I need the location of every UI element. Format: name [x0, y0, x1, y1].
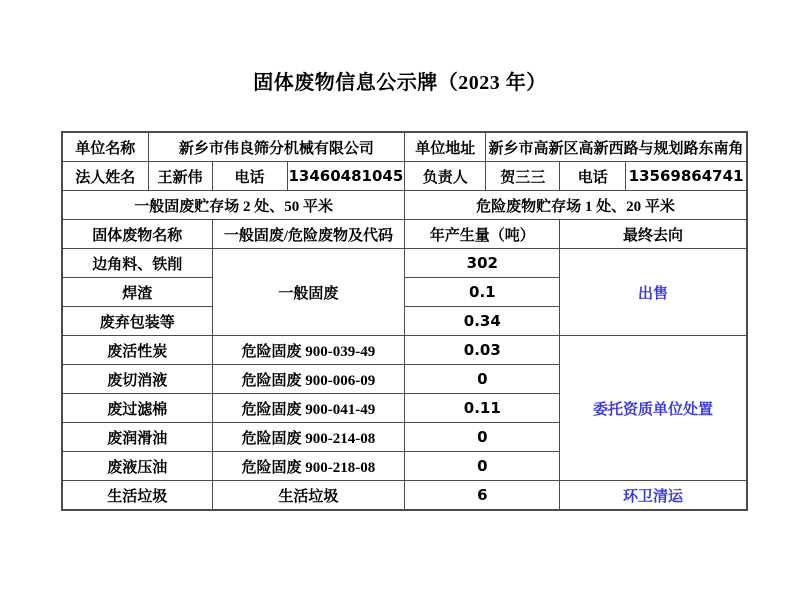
waste-amount-cell: 0.1	[405, 278, 560, 307]
waste-type-cell: 生活垃圾	[212, 481, 405, 511]
waste-name-cell: 废过滤棉	[62, 394, 212, 423]
waste-name-cell: 废活性炭	[62, 336, 212, 365]
waste-type-cell: 一般固废	[212, 249, 405, 336]
waste-amount-cell: 0	[405, 452, 560, 481]
unit-address-value: 新乡市高新区高新西路与规划路东南角	[486, 132, 747, 162]
waste-destination-cell: 委托资质单位处置	[560, 336, 747, 481]
hazard-storage-info: 危险废物贮存场 1 处、20 平米	[405, 191, 747, 220]
waste-name-cell: 生活垃圾	[62, 481, 212, 511]
legal-person-label: 法人姓名	[62, 162, 148, 191]
phone2-label: 电话	[560, 162, 626, 191]
waste-destination-cell: 环卫清运	[560, 481, 747, 511]
waste-amount-cell: 0	[405, 365, 560, 394]
unit-name-label: 单位名称	[62, 132, 148, 162]
waste-type-cell: 危险固废 900-214-08	[212, 423, 405, 452]
waste-type-cell: 危险固废 900-006-09	[212, 365, 405, 394]
waste-name-cell: 焊渣	[62, 278, 212, 307]
waste-name-cell: 废润滑油	[62, 423, 212, 452]
table-row	[62, 249, 747, 278]
phone2-value: 13569864741	[626, 162, 747, 191]
phone1-value: 13460481045	[287, 162, 405, 191]
unit-address-label: 单位地址	[405, 132, 486, 162]
unit-name-value: 新乡市伟良筛分机械有限公司	[148, 132, 405, 162]
row-unit-info	[62, 132, 747, 162]
table-row	[62, 481, 747, 511]
waste-name-cell: 废弃包装等	[62, 307, 212, 336]
general-storage-info: 一般固废贮存场 2 处、50 平米	[62, 191, 405, 220]
header-annual-amount: 年产生量（吨）	[405, 220, 560, 249]
waste-name-cell: 边角料、铁削	[62, 249, 212, 278]
waste-amount-cell: 0.03	[405, 336, 560, 365]
legal-person-value: 王新伟	[148, 162, 212, 191]
row-storage	[62, 191, 747, 220]
waste-destination-cell: 出售	[560, 249, 747, 336]
waste-amount-cell: 6	[405, 481, 560, 511]
waste-type-cell: 危险固废 900-041-49	[212, 394, 405, 423]
manager-label: 负责人	[405, 162, 486, 191]
waste-type-cell: 危险固废 900-218-08	[212, 452, 405, 481]
row-headers	[62, 220, 747, 249]
header-waste-name: 固体废物名称	[62, 220, 212, 249]
waste-type-cell: 危险固废 900-039-49	[212, 336, 405, 365]
header-waste-type: 一般固废/危险废物及代码	[212, 220, 405, 249]
page-title: 固体废物信息公示牌（2023 年）	[253, 72, 547, 94]
manager-value: 贺三三	[486, 162, 560, 191]
phone1-label: 电话	[212, 162, 287, 191]
row-contacts	[62, 162, 747, 191]
waste-amount-cell: 302	[405, 249, 560, 278]
waste-name-cell: 废液压油	[62, 452, 212, 481]
header-destination: 最终去向	[560, 220, 747, 249]
waste-amount-cell: 0.11	[405, 394, 560, 423]
waste-name-cell: 废切消液	[62, 365, 212, 394]
table-row	[62, 336, 747, 365]
waste-amount-cell: 0	[405, 423, 560, 452]
waste-amount-cell: 0.34	[405, 307, 560, 336]
waste-info-table	[61, 131, 748, 511]
